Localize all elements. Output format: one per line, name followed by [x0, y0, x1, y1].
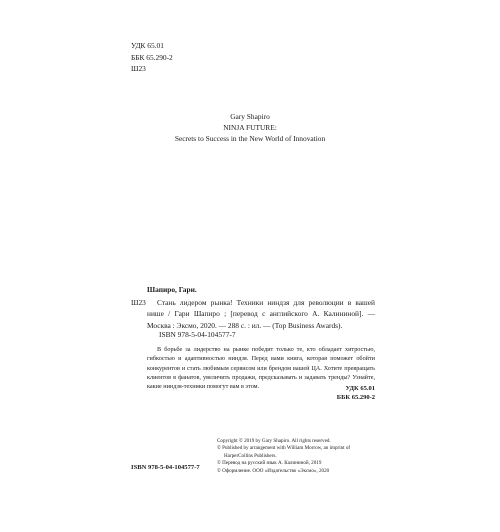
card-isbn: ISBN 978-5-04-104577-7: [159, 330, 236, 339]
copyright-line: Copyright © 2019 by Gary Shapiro. All rights reserved.: [217, 438, 331, 444]
bbk-code: ББК 65.290-2: [131, 52, 173, 62]
original-author: Gary Shapiro: [230, 112, 270, 121]
copyright-block: [217, 438, 382, 475]
copyright-line: © Оформление. ООО «Издательство «Эксмо», 2020: [217, 467, 330, 474]
copyright-line: © Перевод на русский язык А. Калининой, 2019: [217, 460, 322, 467]
udk-code: УДК 65.01: [131, 41, 164, 50]
classification-block: [131, 40, 173, 75]
card-bbk: ББК 65.290-2: [336, 393, 375, 401]
card-abstract: В борьбе за лидерство на рынке победит только те, кто обладает хитростью, гибкостью и адаптивностью ниндзя. Перед вами книга, которая поможет обойти конкурентов и стать любимым сервисом или брендом вашей ЦА. Хотите превращать клиентов в фанатов, увеличить продажи, предсказывать и задавать тренды? Узнайте, какие ниндзя-техники помогут вам в этом.: [147, 346, 375, 391]
original-subtitle: Secrets to Success in the New World of Innovation: [174, 134, 326, 144]
isbn-bottom: ISBN 978-5-04-104577-7: [131, 464, 200, 471]
original-edition-block: [0, 111, 500, 145]
card-bibliographic-description: Стань лидером рынка! Техники ниндзя для революции в вашей нише / Гари Шапиро ; [перевод с английского А. Калининой]. — Москва : Эксмо, 2020. — 288 с. : ил. — (Top Business Awards).: [147, 298, 375, 330]
card-author-code: Ш23: [131, 298, 146, 307]
author-code: Ш23: [131, 64, 146, 73]
copyright-line: © Published by arrangement with William Morrow, an imprint of: [217, 445, 351, 452]
copyright-line: HarperCollins Publishers.: [224, 452, 277, 459]
original-title: NINJA FUTURE:: [223, 123, 277, 133]
card-classification: [337, 385, 375, 403]
card-author-heading: Шапиро, Гари.: [147, 285, 197, 294]
card-udk: УДК 65.01: [345, 385, 375, 392]
